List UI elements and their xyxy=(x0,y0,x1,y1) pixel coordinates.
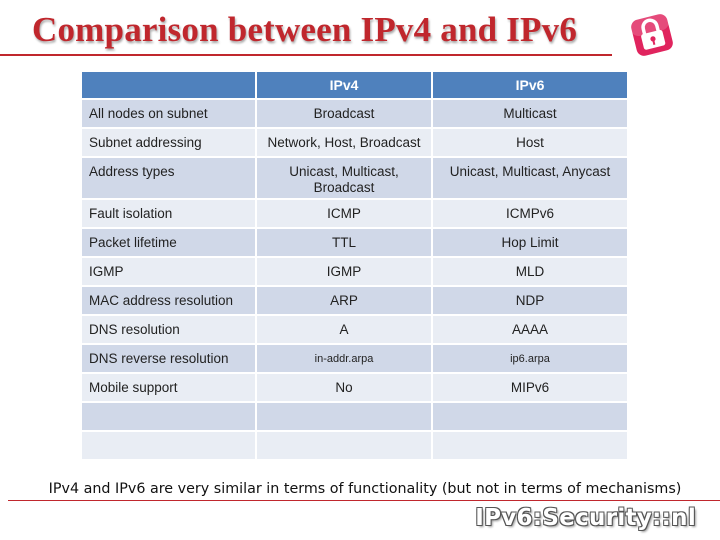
ipv4-cell xyxy=(257,403,433,432)
header-feature xyxy=(82,72,257,100)
table-row xyxy=(82,158,627,200)
table-row xyxy=(82,229,627,258)
ipv6-cell xyxy=(433,432,627,461)
row-label: DNS resolution xyxy=(82,316,257,345)
ipv4-cell: in-addr.arpa xyxy=(257,345,433,374)
row-label: IGMP xyxy=(82,258,257,287)
row-label xyxy=(82,403,257,432)
table-row xyxy=(82,258,627,287)
ipv4-cell: Unicast, Multicast, Broadcast xyxy=(257,158,433,200)
ipv6-cell: MIPv6 xyxy=(433,374,627,403)
table-row xyxy=(82,345,627,374)
table-row xyxy=(82,200,627,229)
comparison-table xyxy=(82,72,627,461)
header-ipv4: IPv4 xyxy=(257,72,433,100)
ipv6-cell: ip6.arpa xyxy=(433,345,627,374)
ipv4-cell: No xyxy=(257,374,433,403)
ipv4-cell: ICMP xyxy=(257,200,433,229)
row-label: Packet lifetime xyxy=(82,229,257,258)
ipv4-cell: TTL xyxy=(257,229,433,258)
header-ipv6: IPv6 xyxy=(433,72,627,100)
table-row xyxy=(82,287,627,316)
ipv6-cell: MLD xyxy=(433,258,627,287)
ipv6-cell: AAAA xyxy=(433,316,627,345)
row-label: Subnet addressing xyxy=(82,129,257,158)
ipv6-cell: ICMPv6 xyxy=(433,200,627,229)
slide-title: Comparison between IPv4 and IPv6 xyxy=(32,10,578,49)
row-label: Fault isolation xyxy=(82,200,257,229)
row-label: Address types xyxy=(82,158,257,200)
title-divider xyxy=(0,54,612,56)
row-label: MAC address resolution xyxy=(82,287,257,316)
ipv6-cell: Hop Limit xyxy=(433,229,627,258)
table-row xyxy=(82,374,627,403)
brand-logo-text: IPv6:Security::nl xyxy=(475,505,696,531)
lock-icon xyxy=(626,9,678,61)
table-row-empty xyxy=(82,432,627,461)
ipv6-cell: NDP xyxy=(433,287,627,316)
ipv6-cell: Multicast xyxy=(433,100,627,129)
ipv4-cell xyxy=(257,432,433,461)
row-label xyxy=(82,432,257,461)
row-label: Mobile support xyxy=(82,374,257,403)
row-label: All nodes on subnet xyxy=(82,100,257,129)
ipv4-cell: A xyxy=(257,316,433,345)
ipv4-cell: IGMP xyxy=(257,258,433,287)
ipv4-cell: Network, Host, Broadcast xyxy=(257,129,433,158)
table-row xyxy=(82,316,627,345)
table-row-empty xyxy=(82,403,627,432)
table-row xyxy=(82,129,627,158)
ipv4-cell: Broadcast xyxy=(257,100,433,129)
footer-divider xyxy=(8,500,720,501)
ipv6-cell: Host xyxy=(433,129,627,158)
row-label: DNS reverse resolution xyxy=(82,345,257,374)
ipv4-cell: ARP xyxy=(257,287,433,316)
table-header-row xyxy=(82,72,627,100)
ipv6-cell xyxy=(433,403,627,432)
table-row xyxy=(82,100,627,129)
ipv6-cell: Unicast, Multicast, Anycast xyxy=(433,158,627,200)
footer-note: IPv4 and IPv6 are very similar in terms of functionality (but not in terms of mechanisms) xyxy=(48,481,682,497)
